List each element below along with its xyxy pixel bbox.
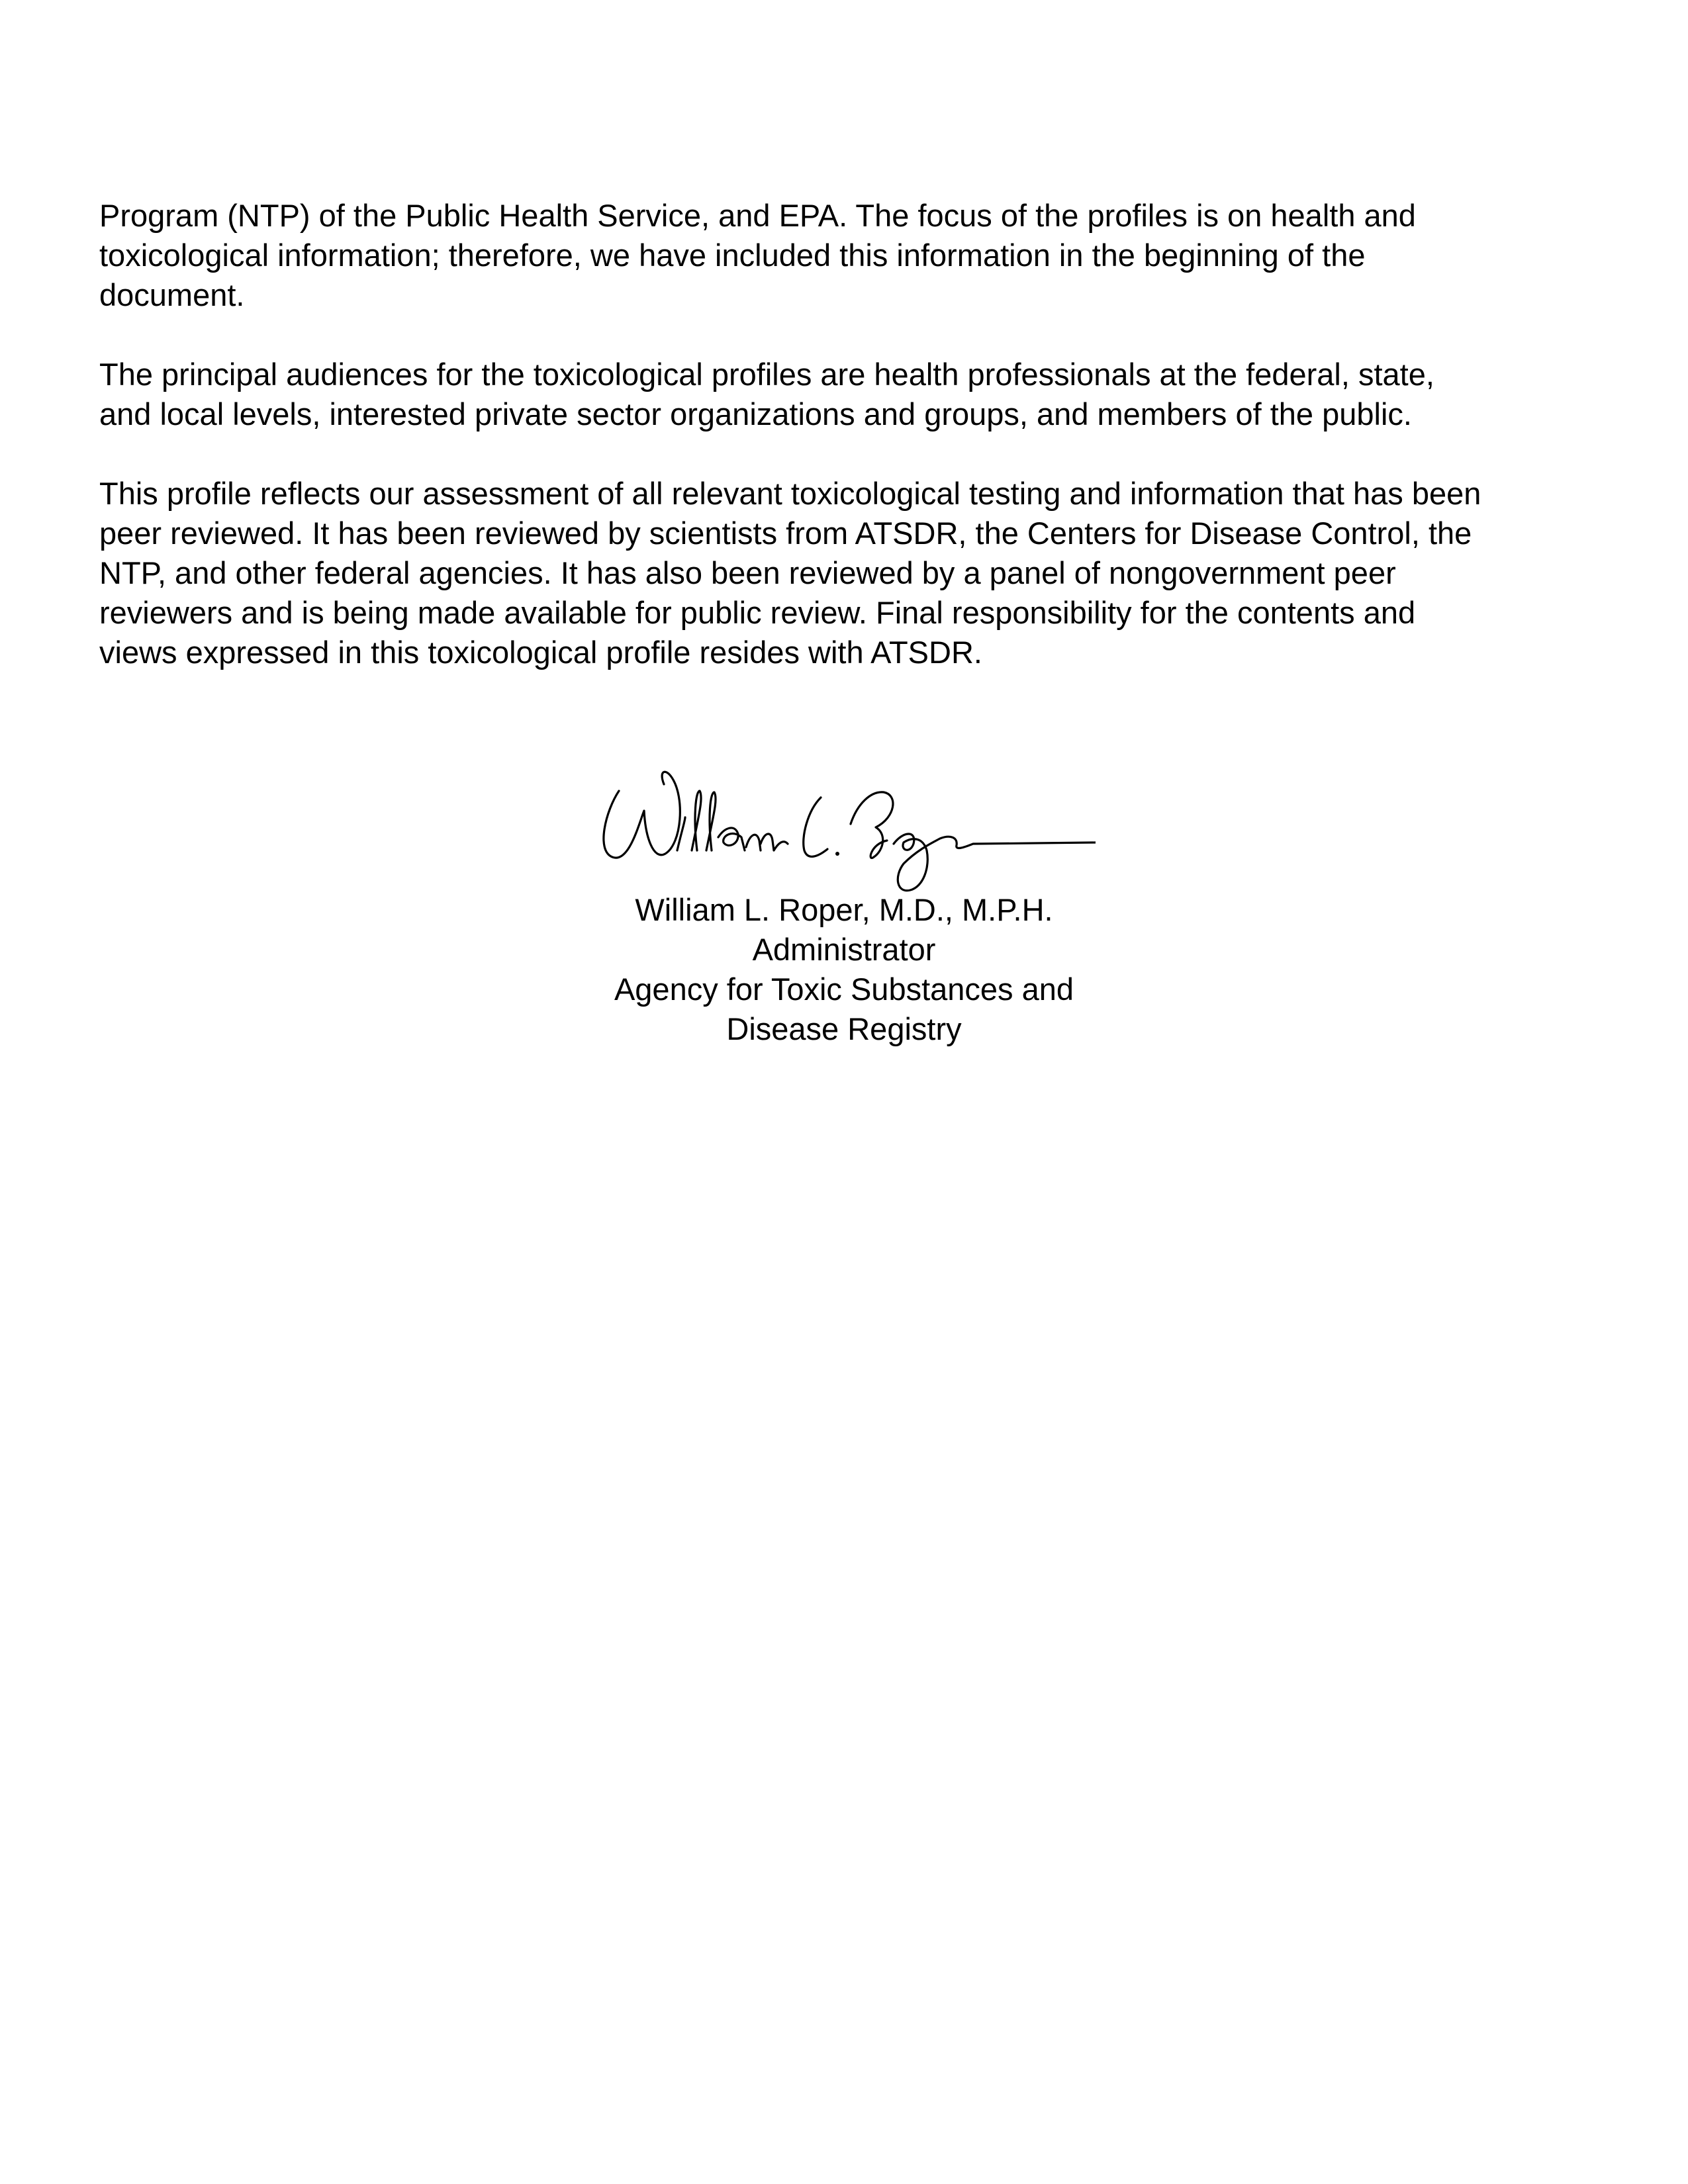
signature-block	[513, 890, 1175, 1049]
signature-stroke	[677, 791, 716, 850]
signer-title: Administrator	[752, 932, 936, 967]
signature-stroke	[804, 797, 827, 856]
paragraph-line: NTP, and other federal agencies. It has also been reviewed by a panel of nongovernment peer	[99, 555, 1396, 590]
paragraph-line: The principal audiences for the toxicological profiles are health professionals at the federal, state,	[99, 357, 1434, 392]
document-body	[99, 196, 1595, 712]
paragraph-3	[99, 474, 1595, 672]
paragraph-line: toxicological information; therefore, we have included this information in the beginning of the	[99, 238, 1366, 273]
signer-name: William L. Roper, M.D., M.P.H.	[635, 892, 1053, 927]
handwritten-signature	[592, 751, 1096, 897]
paragraph-line: views expressed in this toxicological profile resides with ATSDR.	[99, 635, 982, 670]
signature-stroke	[894, 834, 1096, 891]
paragraph-line: This profile reflects our assessment of all relevant toxicological testing and information that has been	[99, 476, 1481, 511]
paragraph-line: reviewers and is being made available for public review. Final responsibility for the contents and	[99, 595, 1416, 630]
paragraph-line: and local levels, interested private sector organizations and groups, and members of the public.	[99, 396, 1412, 432]
paragraph-line: Program (NTP) of the Public Health Service, and EPA. The focus of the profiles is on health and	[99, 198, 1416, 233]
paragraph-line: document.	[99, 277, 245, 312]
paragraph-line: peer reviewed. It has been reviewed by scientists from ATSDR, the Centers for Disease Control, the	[99, 516, 1472, 551]
signer-agency-line-1: Agency for Toxic Substances and	[614, 972, 1074, 1007]
signature-stroke	[718, 828, 788, 850]
signature-dot	[835, 852, 839, 856]
signature-stroke	[851, 792, 893, 858]
paragraph-1	[99, 196, 1595, 315]
signer-agency-line-2: Disease Registry	[726, 1011, 962, 1046]
paragraph-2	[99, 355, 1595, 434]
signature-stroke	[604, 772, 680, 858]
